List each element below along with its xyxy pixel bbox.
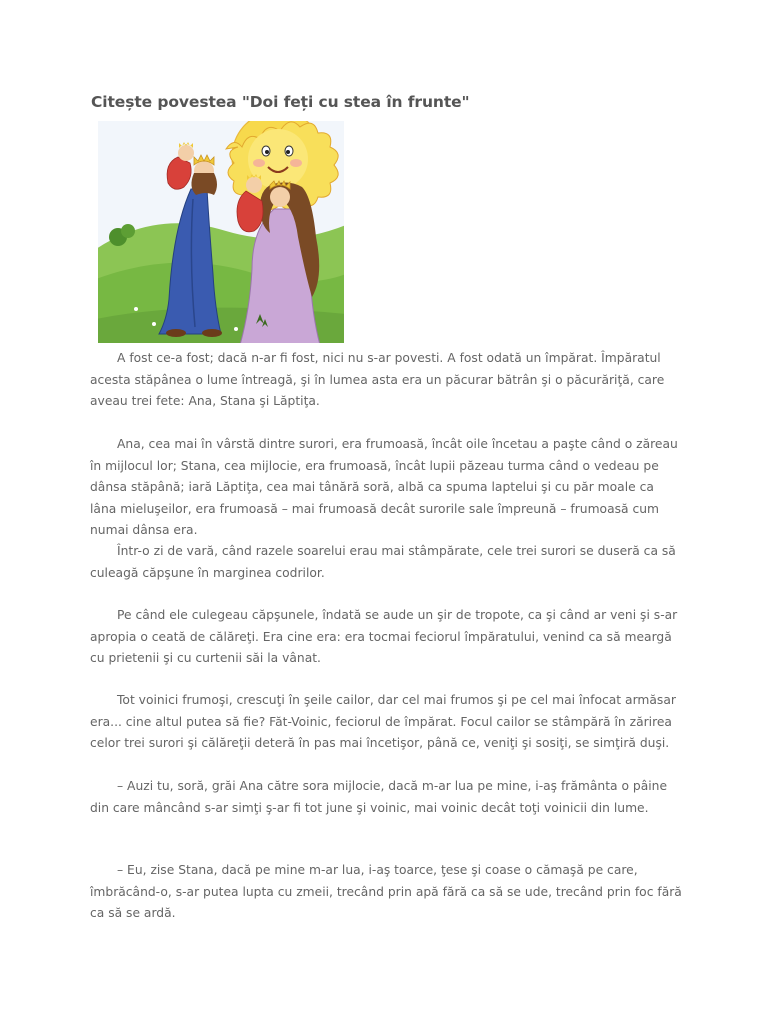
story-paragraph: Tot voinici frumoşi, crescuţi în şeile cailor, dar cel mai frumos şi pe cel mai înfocat armăsar era... cine altul putea să fie? Făt-Voinic, feciorul de împărat. Focul cailor se stâmpără în zărirea celor trei surori şi călăreţii deteră în pas mai încetişor, până ce, veniţi şi sosiţi, se simţiră duşi. <box>90 693 676 750</box>
story-paragraph: – Auzi tu, soră, grăi Ana către sora mijlocie, dacă m-ar lua pe mine, i-aş frământa o pâine din care mâncând s-ar simţi ş-ar fi tot june şi voinic, mai voinic decât toţi voinicii din lume. <box>90 779 668 815</box>
story-paragraph: – Eu, zise Stana, dacă pe mine m-ar lua, i-aş toarce, ţese şi coase o cămaşă pe care, îmbrăcând-o, s-ar putea lupta cu zmeii, trecând prin apă fără ca să se ude, trecând prin foc fără ca să se ardă. <box>90 863 682 920</box>
story-paragraph: Ana, cea mai în vârstă dintre surori, era frumoasă, încât oile încetau a paşte când o zăreau în mijlocul lor; Stana, cea mijlocie, era frumoasă, încât lupii păzeau turma când o vedeau pe dânsa stăpână; iară Lăptiţa, cea mai tânără soră, albă ca spuma laptelui şi cu păr moale ca lâna mieluşeilor, era frumoasă – mai frumoasă decât surorile sale împreună – frumoasă cum numai dânsa era. <box>90 437 678 537</box>
story-paragraph: Pe când ele culegeau căpşunele, îndată se aude un şir de tropote, ca şi când ar veni şi s-ar apropia o ceată de călăreţi. Era cine era: era tocmai feciorul împăratului, venind ca să meargă cu prietenii şi cu curtenii săi la vânat. <box>90 608 678 665</box>
sun-and-royal-family-illustration <box>96 119 346 345</box>
story-paragraph: A fost ce-a fost; dacă n-ar fi fost, nici nu s-ar povesti. A fost odată un împărat. Împăratul acesta stăpânea o lume întreagă, şi în lumea asta era un păcurar bătrân şi o păcurăriţă, care aveau trei fete: Ana, Stana şi Lăptiţa. <box>90 351 665 408</box>
story-paragraph: Într-o zi de vară, când razele soarelui erau mai stâmpărate, cele trei surori se duseră ca să culeagă căpşune în marginea codrilor. <box>90 544 676 580</box>
page-title: Citește povestea "Doi feți cu stea în frunte" <box>91 93 470 111</box>
